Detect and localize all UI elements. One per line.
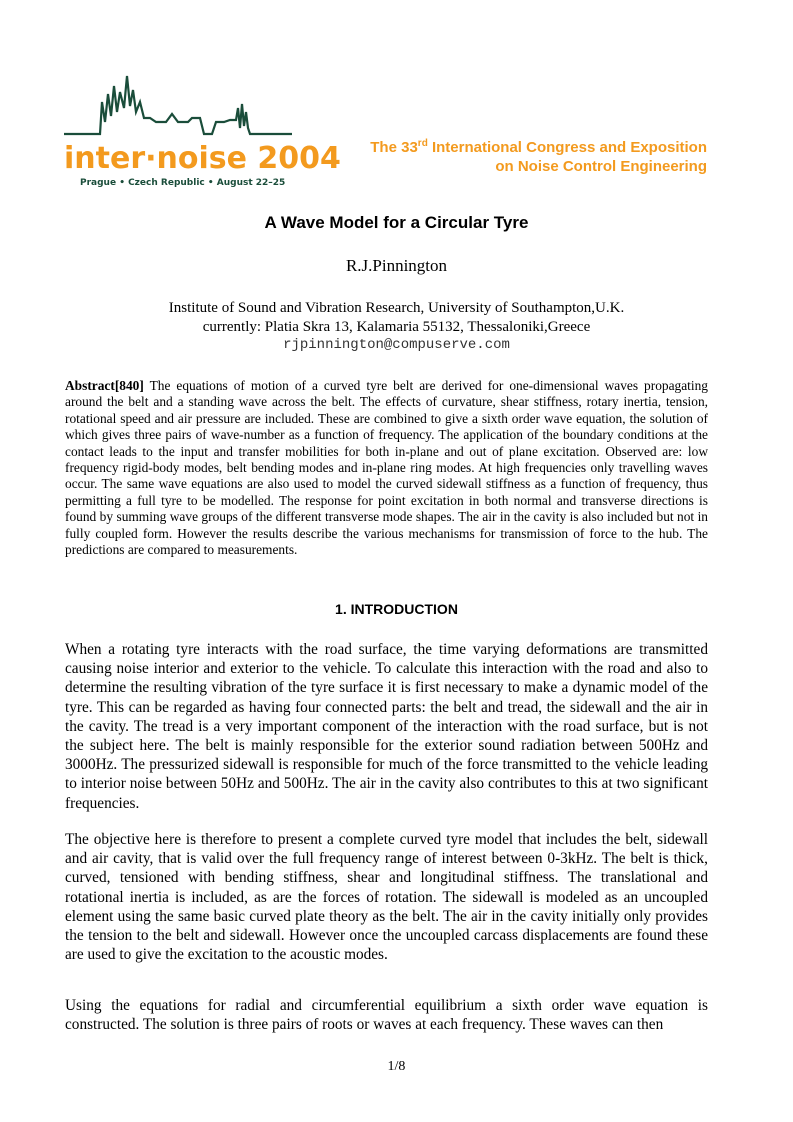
congress-line-1-rest: International Congress and Exposition — [427, 139, 707, 156]
body-paragraph: Using the equations for radial and circumferential equilibrium a sixth order wave equation is constructed. The solution is three pairs of roots or waves at each frequency. These waves can then — [65, 997, 708, 1034]
congress-ordinal-suffix: rd — [417, 138, 428, 149]
affiliation-line-2: currently: Platia Skra 13, Kalamaria 55132, Thessaloniki,Greece — [202, 319, 591, 335]
author-affiliation — [0, 299, 793, 337]
abstract-label: Abstract[840] — [65, 378, 144, 393]
prague-skyline-icon — [64, 72, 292, 144]
page-number: 1/8 — [387, 1059, 406, 1074]
conference-logo — [64, 72, 341, 194]
abstract — [65, 378, 708, 558]
logo-subtitle: Prague • Czech Republic • August 22–25 — [80, 178, 286, 188]
paper-author: R.J.Pinnington — [345, 256, 448, 275]
affiliation-line-1: Institute of Sound and Vibration Research, University of Southampton,U.K. — [168, 300, 625, 316]
logo-wordmark: inter·noise 2004 — [64, 141, 341, 176]
body-paragraph: The objective here is therefore to present a complete curved tyre model that includes the belt, sidewall and air cavity, that is valid over the full frequency range of interest between 0-3kHz. The belt is thick, curved, tensioned with bending stiffness, shear and longitudinal stiffness. The translational and rotational inertia is included, as are the forces of rotation. The sidewall is modeled as an uncoupled element using the same basic curved plate theory as the belt. The air in the cavity initially only provides the tension to the belt and sidewall. However once the uncoupled carcass displacements are found these are used to give the excitation to the acoustic modes. — [65, 831, 708, 964]
congress-prefix: The 33 — [370, 139, 418, 156]
paper-title: A Wave Model for a Circular Tyre — [264, 213, 529, 232]
section-heading-introduction: 1. INTRODUCTION — [335, 601, 458, 617]
congress-line-1 — [370, 138, 707, 157]
body-paragraph: When a rotating tyre interacts with the road surface, the time varying deformations are transmitted causing noise interior and exterior to the vehicle. To calculate this interaction with the road and also to determine the resulting vibration of the tyre surface it is first necessary to make a dynamic model of the tyre. This can be regarded as having four connected parts: the belt and tread, the sidewall and the air in the cavity. The tread is a very important component of the interaction with the road surface, but is not the subject here. The belt is mainly responsible for the exterior sound radiation between 500Hz and 3000Hz. The pressurized sidewall is responsible for much of the force transmitted to the vehicle leading to interior noise between 50Hz and 500Hz. The air in the cavity also contributes to this at two significant frequencies. — [65, 641, 708, 812]
congress-title — [370, 138, 707, 176]
abstract-text: The equations of motion of a curved tyre belt are derived for one-dimensional waves propagating around the belt and a standing wave across the belt. The effects of curvature, shear stiffness, rotary inertia, tension, rotational speed and air pressure are included. These are combined to give a sixth order wave equation, the solution of which gives three pairs of wave-number as a function of frequency. The application of the boundary conditions at the contact leads to the input and transfer mobilities for both in-plane and out of plane excitation. Observed are: low frequency rigid-body modes, belt bending modes and in-plane ring modes. At high frequencies only travelling waves occur. The same wave equations are also used to model the curved sidewall stiffness as a function of frequency, thus permitting a full tyre to be modelled. The response for point excitation in both normal and transverse directions is found by summing wave groups of the different transverse mode shapes. The air in the cavity is also included but not in fully coupled form. However the results describe the various mechanisms for transmission of force to the hub. The predictions are compared to measurements. — [65, 378, 708, 558]
author-email: rjpinnington@compuserve.com — [283, 337, 510, 353]
congress-line-2: on Noise Control Engineering — [495, 158, 707, 175]
